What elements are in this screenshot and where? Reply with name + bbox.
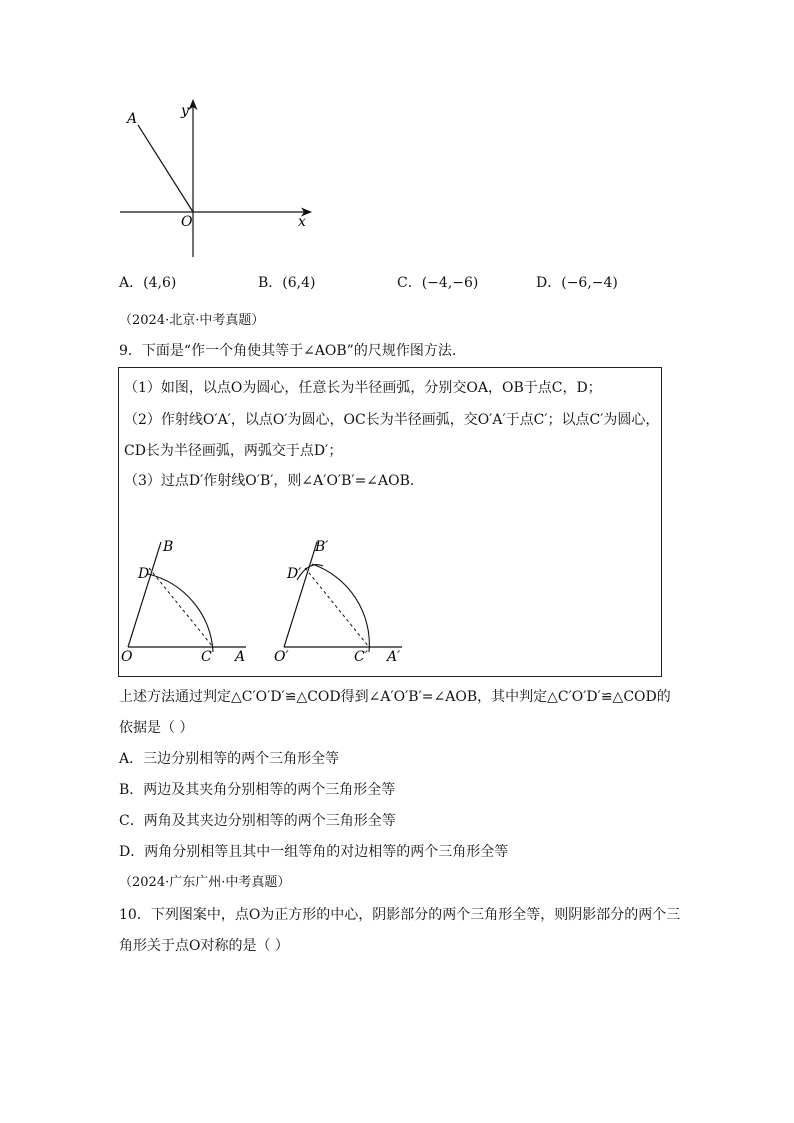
q9-stem: 9．下面是“作一个角使其等于∠AOB”的尺规作图方法. <box>119 343 457 359</box>
q8-option-c-value: (−4,−6) <box>421 275 479 291</box>
label-y: y <box>181 103 189 119</box>
q9-step3: （3）过点D′作射线O′B′，则∠A′O′B′=∠AOB. <box>124 473 415 489</box>
label-O: O <box>181 214 193 230</box>
q9-step2-line1: （2）作射线O′A′，以点O′为圆心，OC长为半径画弧，交O′A′于点C′；以点C′为圆心， <box>124 412 660 428</box>
construction-figures <box>119 530 419 670</box>
right-ray-OB <box>284 542 317 647</box>
left-segment-DC <box>149 568 213 647</box>
left-ray-OB <box>128 542 161 647</box>
q8-option-d: D．(−6,−4) <box>536 275 618 291</box>
q9-source: （2024·北京·中考真题） <box>119 313 265 328</box>
right-label-B: B′ <box>315 539 329 555</box>
right-label-O: O′ <box>274 649 289 665</box>
left-label-A: A <box>235 649 246 665</box>
q8-option-a-value: (4,6) <box>143 275 177 291</box>
q10-stem-line2: 角形关于点O对称的是（ ） <box>119 938 289 954</box>
coordinate-figure <box>110 95 330 265</box>
original-angle-figure <box>121 539 246 665</box>
q10-stem-line1: 10．下列图案中，点O为正方形的中心，阴影部分的两个三角形全等，则阴影部分的两个三 <box>119 907 681 923</box>
q9-question-line2: 依据是（ ） <box>119 720 194 736</box>
left-label-D: D <box>138 566 150 582</box>
right-segment-DC <box>305 568 369 647</box>
q9-option-d: D．两角分别相等且其中一组等角的对边相等的两个三角形全等 <box>119 844 509 860</box>
q9-question-line1: 上述方法通过判定△C′O′D′≌△COD得到∠A′O′B′=∠AOB，其中判定△C′O′D′≌△COD的 <box>119 689 671 705</box>
q8-option-d-value: (−6,−4) <box>561 275 618 291</box>
label-x: x <box>298 214 306 230</box>
label-A: A <box>127 111 138 127</box>
right-label-D: D′ <box>287 566 302 582</box>
right-label-A: A′ <box>387 649 401 665</box>
left-label-B: B <box>163 539 174 555</box>
ray-OA <box>138 125 193 212</box>
left-arc <box>148 574 213 652</box>
left-label-O: O <box>121 649 133 665</box>
right-label-C: C′ <box>354 649 368 665</box>
q9-option-b: B．两边及其夹角分别相等的两个三角形全等 <box>119 782 396 798</box>
q8-option-a: A．(4,6) <box>119 275 177 291</box>
left-label-C: C <box>201 649 212 665</box>
q8-option-b: B．(6,4) <box>258 275 316 291</box>
q8-option-c: C．(−4,−6) <box>397 275 479 291</box>
right-arc-from-O <box>312 564 369 652</box>
q9-option-c: C．两角及其夹边分别相等的两个三角形全等 <box>119 813 396 829</box>
q10-source: （2024·广东广州·中考真题） <box>119 875 291 890</box>
q8-option-b-value: (6,4) <box>282 275 316 291</box>
q9-option-a: A．三边分别相等的两个三角形全等 <box>119 751 340 767</box>
copied-angle-figure <box>274 539 402 665</box>
q9-step2-line2: CD长为半径画弧，两弧交于点D′； <box>124 443 343 459</box>
q9-step1: （1）如图，以点O为圆心，任意长为半径画弧，分别交OA，OB于点C，D； <box>124 380 602 396</box>
